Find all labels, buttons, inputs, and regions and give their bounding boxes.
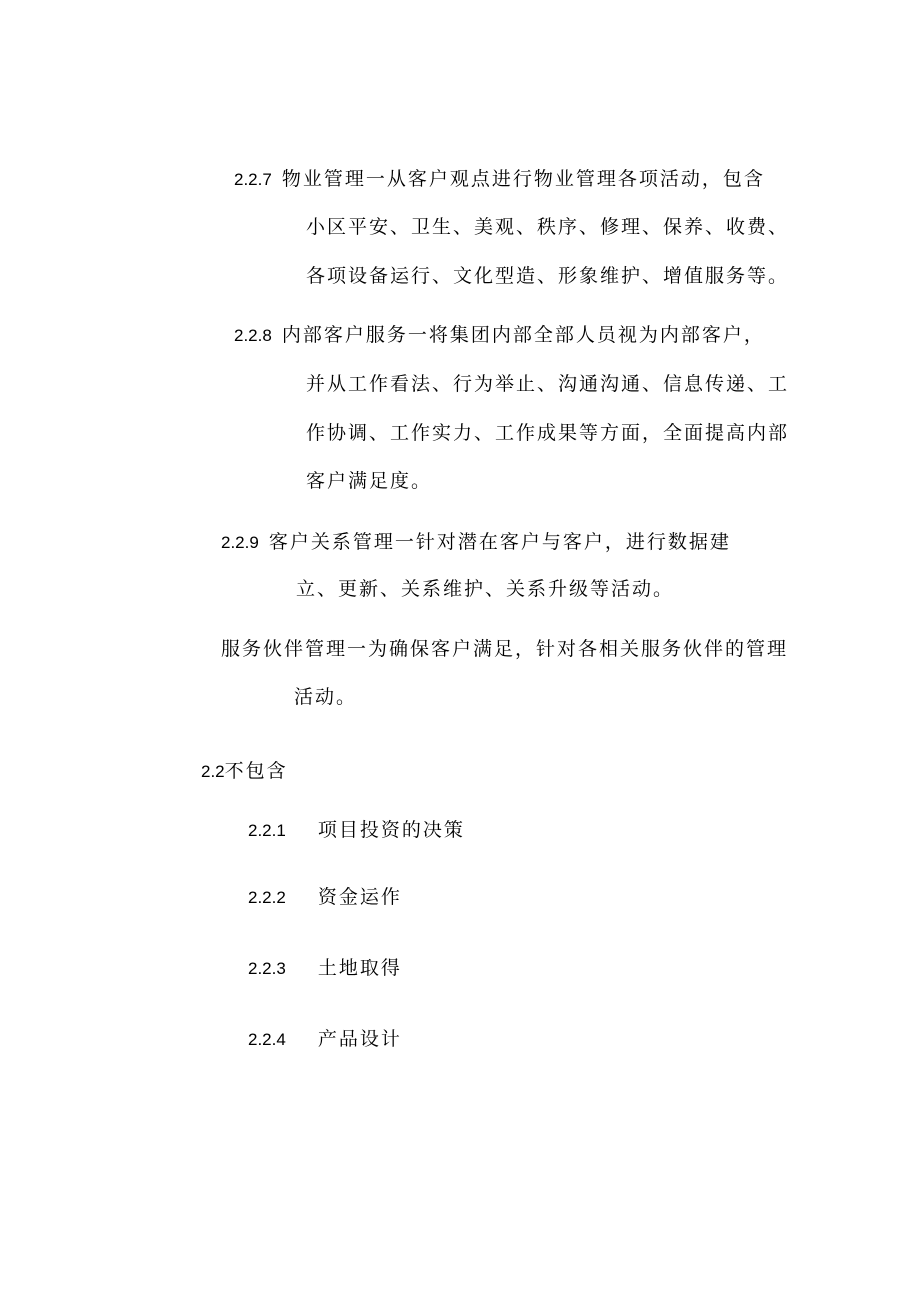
item-228-line-2: 并从工作看法、行为举止、沟通沟通、信息传递、工: [306, 373, 790, 395]
exclusion-number: 2.2.4: [248, 1030, 286, 1049]
exclusion-number: 2.2.3: [248, 959, 286, 978]
exclusion-number: 2.2.2: [248, 888, 286, 907]
partner-line-2: 活动。: [294, 686, 358, 708]
item-229-line-2: 立、更新、关系维护、关系升级等活动。: [296, 578, 675, 600]
section-title: 不包含: [224, 760, 288, 782]
item-227-line-3: 各项设备运行、文化型造、形象维护、增值服务等。: [306, 265, 790, 287]
exclusion-item: [248, 956, 402, 981]
item-228-line-1: [234, 323, 765, 348]
exclusion-item: [248, 818, 465, 843]
item-number: 2.2.8: [234, 326, 272, 345]
exclusion-item: [248, 885, 402, 910]
exclusion-item: [248, 1027, 402, 1052]
item-text: 客户关系管理一针对潜在客户与客户，进行数据建: [268, 531, 731, 553]
item-229-line-1: [221, 530, 731, 555]
exclusion-text: 土地取得: [317, 957, 402, 979]
exclusion-number: 2.2.1: [248, 821, 286, 840]
section-number: 2.2: [201, 762, 225, 781]
item-227-line-1: [234, 167, 765, 192]
item-number: 2.2.7: [234, 170, 272, 189]
item-227-line-2: 小区平安、卫生、美观、秩序、修理、保养、收费、: [306, 216, 790, 238]
exclusion-text: 资金运作: [317, 886, 402, 908]
item-number: 2.2.9: [221, 533, 259, 552]
partner-line-1: 服务伙伴管理一为确保客户满足，针对各相关服务伙伴的管理: [221, 638, 789, 660]
exclusion-text: 项目投资的决策: [317, 819, 465, 841]
item-text: 内部客户服务一将集团内部全部人员视为内部客户，: [281, 324, 765, 346]
section-heading: [201, 759, 288, 784]
item-228-line-4: 客户满足度。: [306, 470, 433, 492]
item-228-line-3: 作协调、工作实力、工作成果等方面，全面提高内部: [306, 422, 790, 444]
exclusion-text: 产品设计: [317, 1028, 402, 1050]
item-text: 物业管理一从客户观点进行物业管理各项活动，包含: [281, 168, 765, 190]
